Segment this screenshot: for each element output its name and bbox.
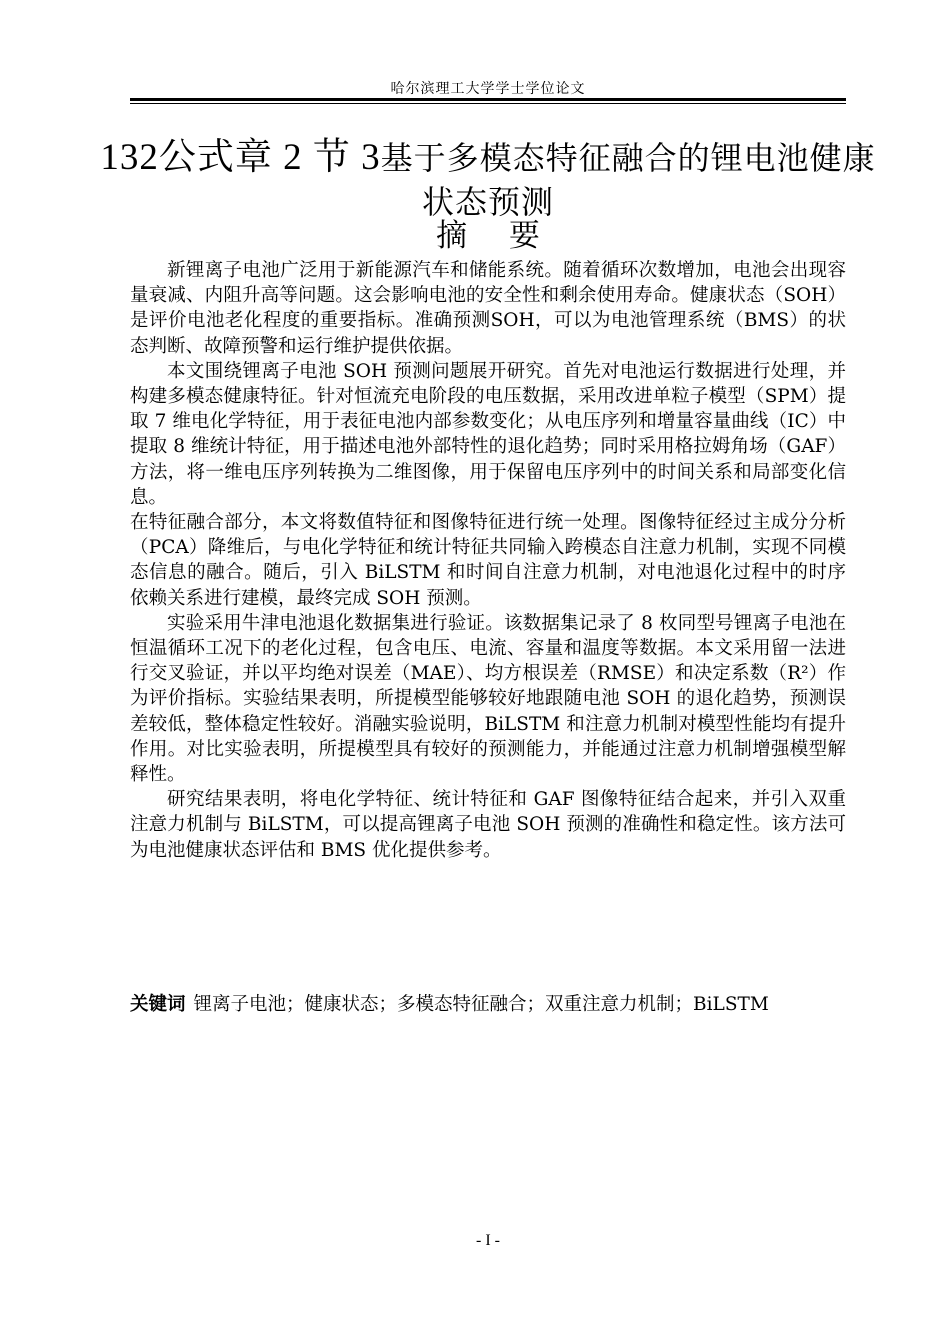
abstract-paragraph-1: 新锂离子电池广泛用于新能源汽车和储能系统。随着循环次数增加，电池会出现容量衰减、内阻升高等问题。这会影响电池的安全性和剩余使用寿命。健康状态（SOH）是评价电池老化程度的重要指标。准确预测SOH，可以为电池管理系统（BMS）的状态判断、故障预警和运行维护提供依据。: [130, 260, 846, 357]
page-number: - I -: [476, 1232, 500, 1249]
running-header: 哈尔滨理工大学学士学位论文: [390, 81, 586, 97]
abstract-body: [130, 258, 846, 863]
title-prefix: 132公式章 2 节 3: [100, 137, 381, 178]
keywords-text: 锂离子电池；健康状态；多模态特征融合；双重注意力机制；BiLSTM: [193, 994, 769, 1015]
keywords: [130, 992, 846, 1017]
header-rule-thin: [130, 103, 846, 104]
abstract-paragraph-4: 实验采用牛津电池退化数据集进行验证。该数据集记录了 8 枚同型号锂离子电池在恒温循环工况下的老化过程，包含电压、电流、容量和温度等数据。本文采用留一法进行交叉验证，并以平均绝对误差（MAE）、均方根误差（RMSE）和决定系数（R²）作为评价指标。实验结果表明，所提模型能够较好地跟随电池 SOH 的退化趋势，预测误差较低，整体稳定性较好。消融实验说明，BiLSTM 和注意力机制对模型性能均有提升作用。对比实验表明，所提模型具有较好的预测能力，并能通过注意力机制增强模型解释性。: [130, 612, 846, 786]
abstract-heading: 摘 要: [436, 218, 556, 254]
abstract-paragraph-3: 在特征融合部分，本文将数值特征和图像特征进行统一处理。图像特征经过主成分分析（PCA）降维后，与电化学特征和统计特征共同输入跨模态自注意力机制，实现不同模态信息的融合。随后，引入 BiLSTM 和时间自注意力机制，对电池退化过程中的时序依赖关系进行建模，最终完成 SOH 预测。: [130, 512, 846, 609]
thesis-title: [100, 136, 876, 224]
header-rule-thick: [130, 98, 846, 101]
title-text: 基于多模态特征融合的锂电池健康状态预测: [380, 139, 876, 221]
keywords-label: 关键词: [130, 994, 186, 1015]
abstract-paragraph-2: 本文围绕锂离子电池 SOH 预测问题展开研究。首先对电池运行数据进行处理，并构建多模态健康特征。针对恒流充电阶段的电压数据，采用改进单粒子模型（SPM）提取 7 维电化学特征，用于表征电池内部参数变化；从电压序列和增量容量曲线（IC）中提取 8 维统计特征，用于描述电池外部特性的退化趋势；同时采用格拉姆角场（GAF）方法，将一维电压序列转换为二维图像，用于保留电压序列中的时间关系和局部变化信息。: [130, 360, 846, 508]
abstract-paragraph-5: 研究结果表明，将电化学特征、统计特征和 GAF 图像特征结合起来，并引入双重注意力机制与 BiLSTM，可以提高锂离子电池 SOH 预测的准确性和稳定性。该方法可为电池健康状态评估和 BMS 优化提供参考。: [130, 789, 846, 861]
